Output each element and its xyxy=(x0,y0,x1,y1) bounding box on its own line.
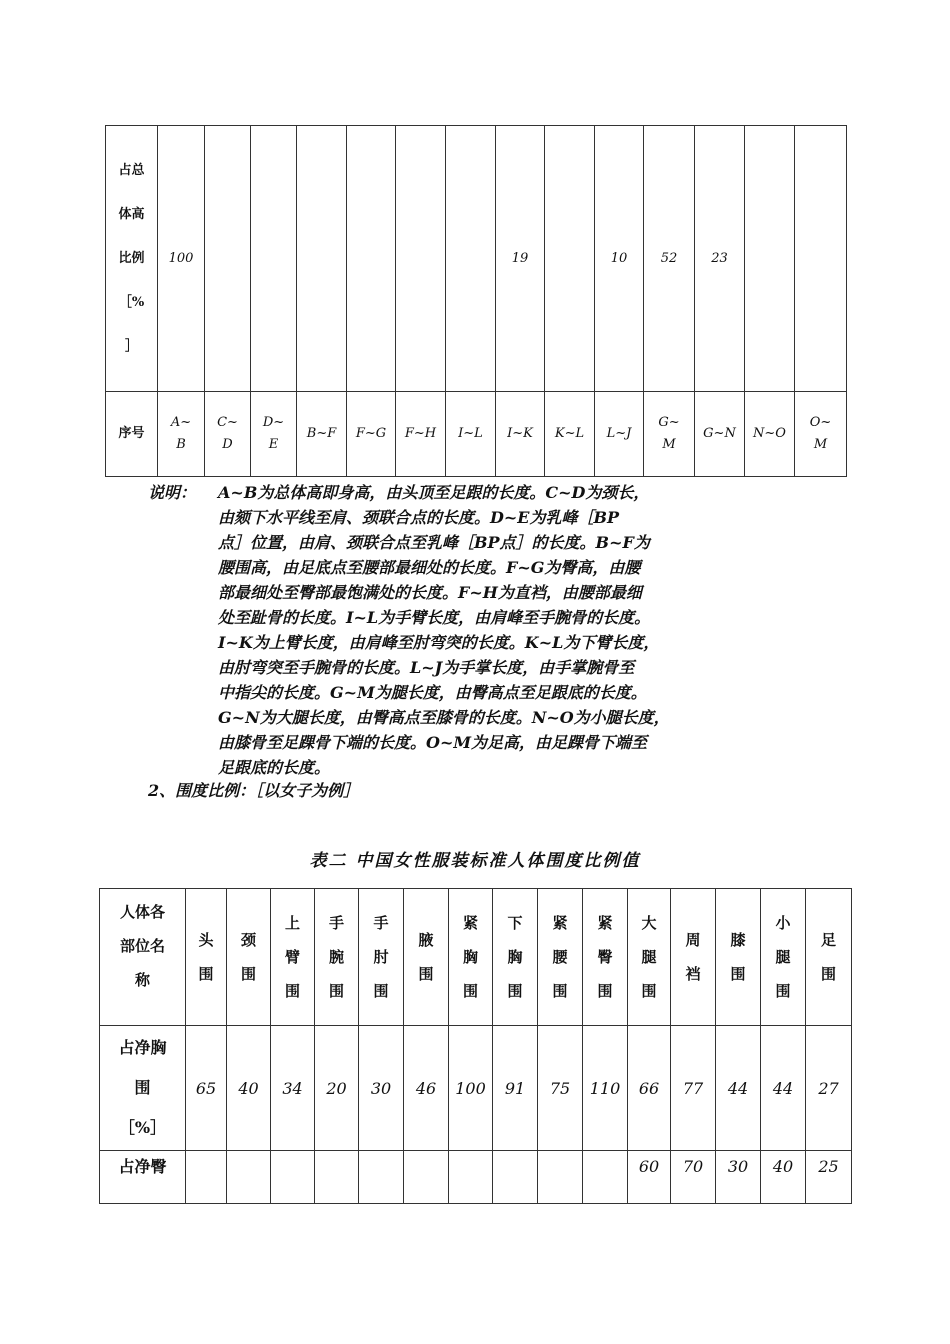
column-header: 手 肘 围 xyxy=(359,889,404,1026)
table-cell: 44 xyxy=(761,1026,806,1151)
table-cell xyxy=(227,1151,271,1204)
table-cell xyxy=(297,126,347,392)
column-header: 上 臂 围 xyxy=(271,889,315,1026)
column-header: 膝 围 xyxy=(716,889,761,1026)
table-cell: 91 xyxy=(493,1026,538,1151)
table-header-row xyxy=(100,889,852,1026)
table-cell xyxy=(538,1151,583,1204)
row-header-height-ratio: 占总 体高 比例 ［% ］ xyxy=(106,126,158,392)
note-line: 部最细处至臀部最饱满处的长度。F~H为直裆，由腰部最细 xyxy=(218,583,642,602)
note-line: 由颏下水平线至肩、颈联合点的长度。D~E为乳峰［BP xyxy=(218,508,620,527)
table-cell: 19 xyxy=(496,126,545,392)
column-header: 头 围 xyxy=(186,889,227,1026)
table-row xyxy=(106,126,847,392)
note-line: 由膝骨至足踝骨下端的长度。O~M为足高，由足踝骨下端至 xyxy=(218,733,648,752)
table-cell xyxy=(271,1151,315,1204)
note-line: 足跟底的长度。 xyxy=(218,758,331,777)
column-header: 小 腿 围 xyxy=(761,889,806,1026)
table-cell xyxy=(795,126,847,392)
table-title: 表二 中国女性服装标准人体围度比例值 xyxy=(309,851,641,871)
code-cell: A~ B xyxy=(158,392,205,477)
code-cell: G~ M xyxy=(644,392,695,477)
table-cell: 34 xyxy=(271,1026,315,1151)
column-header: 大 腿 围 xyxy=(628,889,671,1026)
table-cell xyxy=(251,126,297,392)
note-line: A~B为总体高即身高，由头顶至足跟的长度。C~D为颈长， xyxy=(218,483,650,502)
column-header: 周 裆 xyxy=(671,889,716,1026)
table-cell xyxy=(396,126,446,392)
code-cell: D~ E xyxy=(251,392,297,477)
table-cell: 46 xyxy=(404,1026,449,1151)
note-line: 处至趾骨的长度。I~L为手臂长度，由肩峰至手腕骨的长度。 xyxy=(218,608,651,627)
table-cell: 40 xyxy=(761,1151,806,1204)
code-cell: L~J xyxy=(595,392,644,477)
height-ratio-table xyxy=(105,125,847,477)
header-body-part: 人体各 部位名 称 xyxy=(100,889,186,1026)
column-header: 紧 胸 围 xyxy=(449,889,493,1026)
column-header: 手 腕 围 xyxy=(315,889,359,1026)
table-cell: 75 xyxy=(538,1026,583,1151)
table-cell xyxy=(359,1151,404,1204)
row-header-index: 序号 xyxy=(106,392,158,477)
section-heading: 2、围度比例：［以女子为例］ xyxy=(148,781,360,800)
column-header: 足 围 xyxy=(806,889,852,1026)
code-cell: K~L xyxy=(545,392,595,477)
code-cell: I~K xyxy=(496,392,545,477)
table-cell: 30 xyxy=(359,1026,404,1151)
table-cell: 52 xyxy=(644,126,695,392)
girth-ratio-table xyxy=(99,888,852,1204)
table-cell: 23 xyxy=(695,126,745,392)
note-line: I~K为上臂长度，由肩峰至肘弯突的长度。K~L为下臂长度， xyxy=(218,633,660,652)
note-line: 中指尖的长度。G~M为腿长度，由臀高点至足跟底的长度。 xyxy=(218,683,647,702)
note-lead: 说明： xyxy=(148,483,197,502)
row-header-net-chest: 占净胸 围 ［%］ xyxy=(100,1026,186,1151)
table-cell xyxy=(205,126,251,392)
table-cell xyxy=(347,126,396,392)
explanation-note xyxy=(148,480,818,777)
code-cell: F~G xyxy=(347,392,396,477)
column-header: 腋 围 xyxy=(404,889,449,1026)
code-cell: B~F xyxy=(297,392,347,477)
table-row xyxy=(106,392,847,477)
code-cell: O~ M xyxy=(795,392,847,477)
table-cell xyxy=(449,1151,493,1204)
table-cell xyxy=(315,1151,359,1204)
table-cell xyxy=(404,1151,449,1204)
column-header: 下 胸 围 xyxy=(493,889,538,1026)
table-cell: 10 xyxy=(595,126,644,392)
table-cell: 25 xyxy=(806,1151,852,1204)
table-cell: 27 xyxy=(806,1026,852,1151)
table-cell: 100 xyxy=(449,1026,493,1151)
table-cell: 100 xyxy=(158,126,205,392)
code-cell: F~H xyxy=(396,392,446,477)
table-cell: 20 xyxy=(315,1026,359,1151)
column-header: 紧 臀 围 xyxy=(583,889,628,1026)
table-cell: 110 xyxy=(583,1026,628,1151)
code-cell: C~ D xyxy=(205,392,251,477)
note-line: 由肘弯突至手腕骨的长度。L~J为手掌长度，由手掌腕骨至 xyxy=(218,658,635,677)
table-cell: 30 xyxy=(716,1151,761,1204)
code-cell: N~O xyxy=(745,392,795,477)
table-cell: 60 xyxy=(628,1151,671,1204)
table-cell: 65 xyxy=(186,1026,227,1151)
column-header: 颈 围 xyxy=(227,889,271,1026)
table-cell xyxy=(545,126,595,392)
table-cell xyxy=(493,1151,538,1204)
table-row xyxy=(100,1151,852,1204)
note-line: G~N为大腿长度，由臀高点至膝骨的长度。N~O为小腿长度， xyxy=(218,708,670,727)
row-header-net-hip: 占净臀 xyxy=(100,1151,186,1204)
note-line: 腰围高，由足底点至腰部最细处的长度。F~G为臀高，由腰 xyxy=(218,558,641,577)
table-cell xyxy=(446,126,496,392)
table-cell: 70 xyxy=(671,1151,716,1204)
note-line: 点］位置，由肩、颈联合点至乳峰［BP点］的长度。B~F为 xyxy=(218,533,650,552)
column-header: 紧 腰 围 xyxy=(538,889,583,1026)
table-cell: 40 xyxy=(227,1026,271,1151)
note-body xyxy=(218,480,813,780)
code-cell: G~N xyxy=(695,392,745,477)
table-cell: 44 xyxy=(716,1026,761,1151)
table-cell: 77 xyxy=(671,1026,716,1151)
table-cell: 66 xyxy=(628,1026,671,1151)
table-cell xyxy=(186,1151,227,1204)
table-cell xyxy=(745,126,795,392)
code-cell: I~L xyxy=(446,392,496,477)
table-row xyxy=(100,1026,852,1151)
table-cell xyxy=(583,1151,628,1204)
